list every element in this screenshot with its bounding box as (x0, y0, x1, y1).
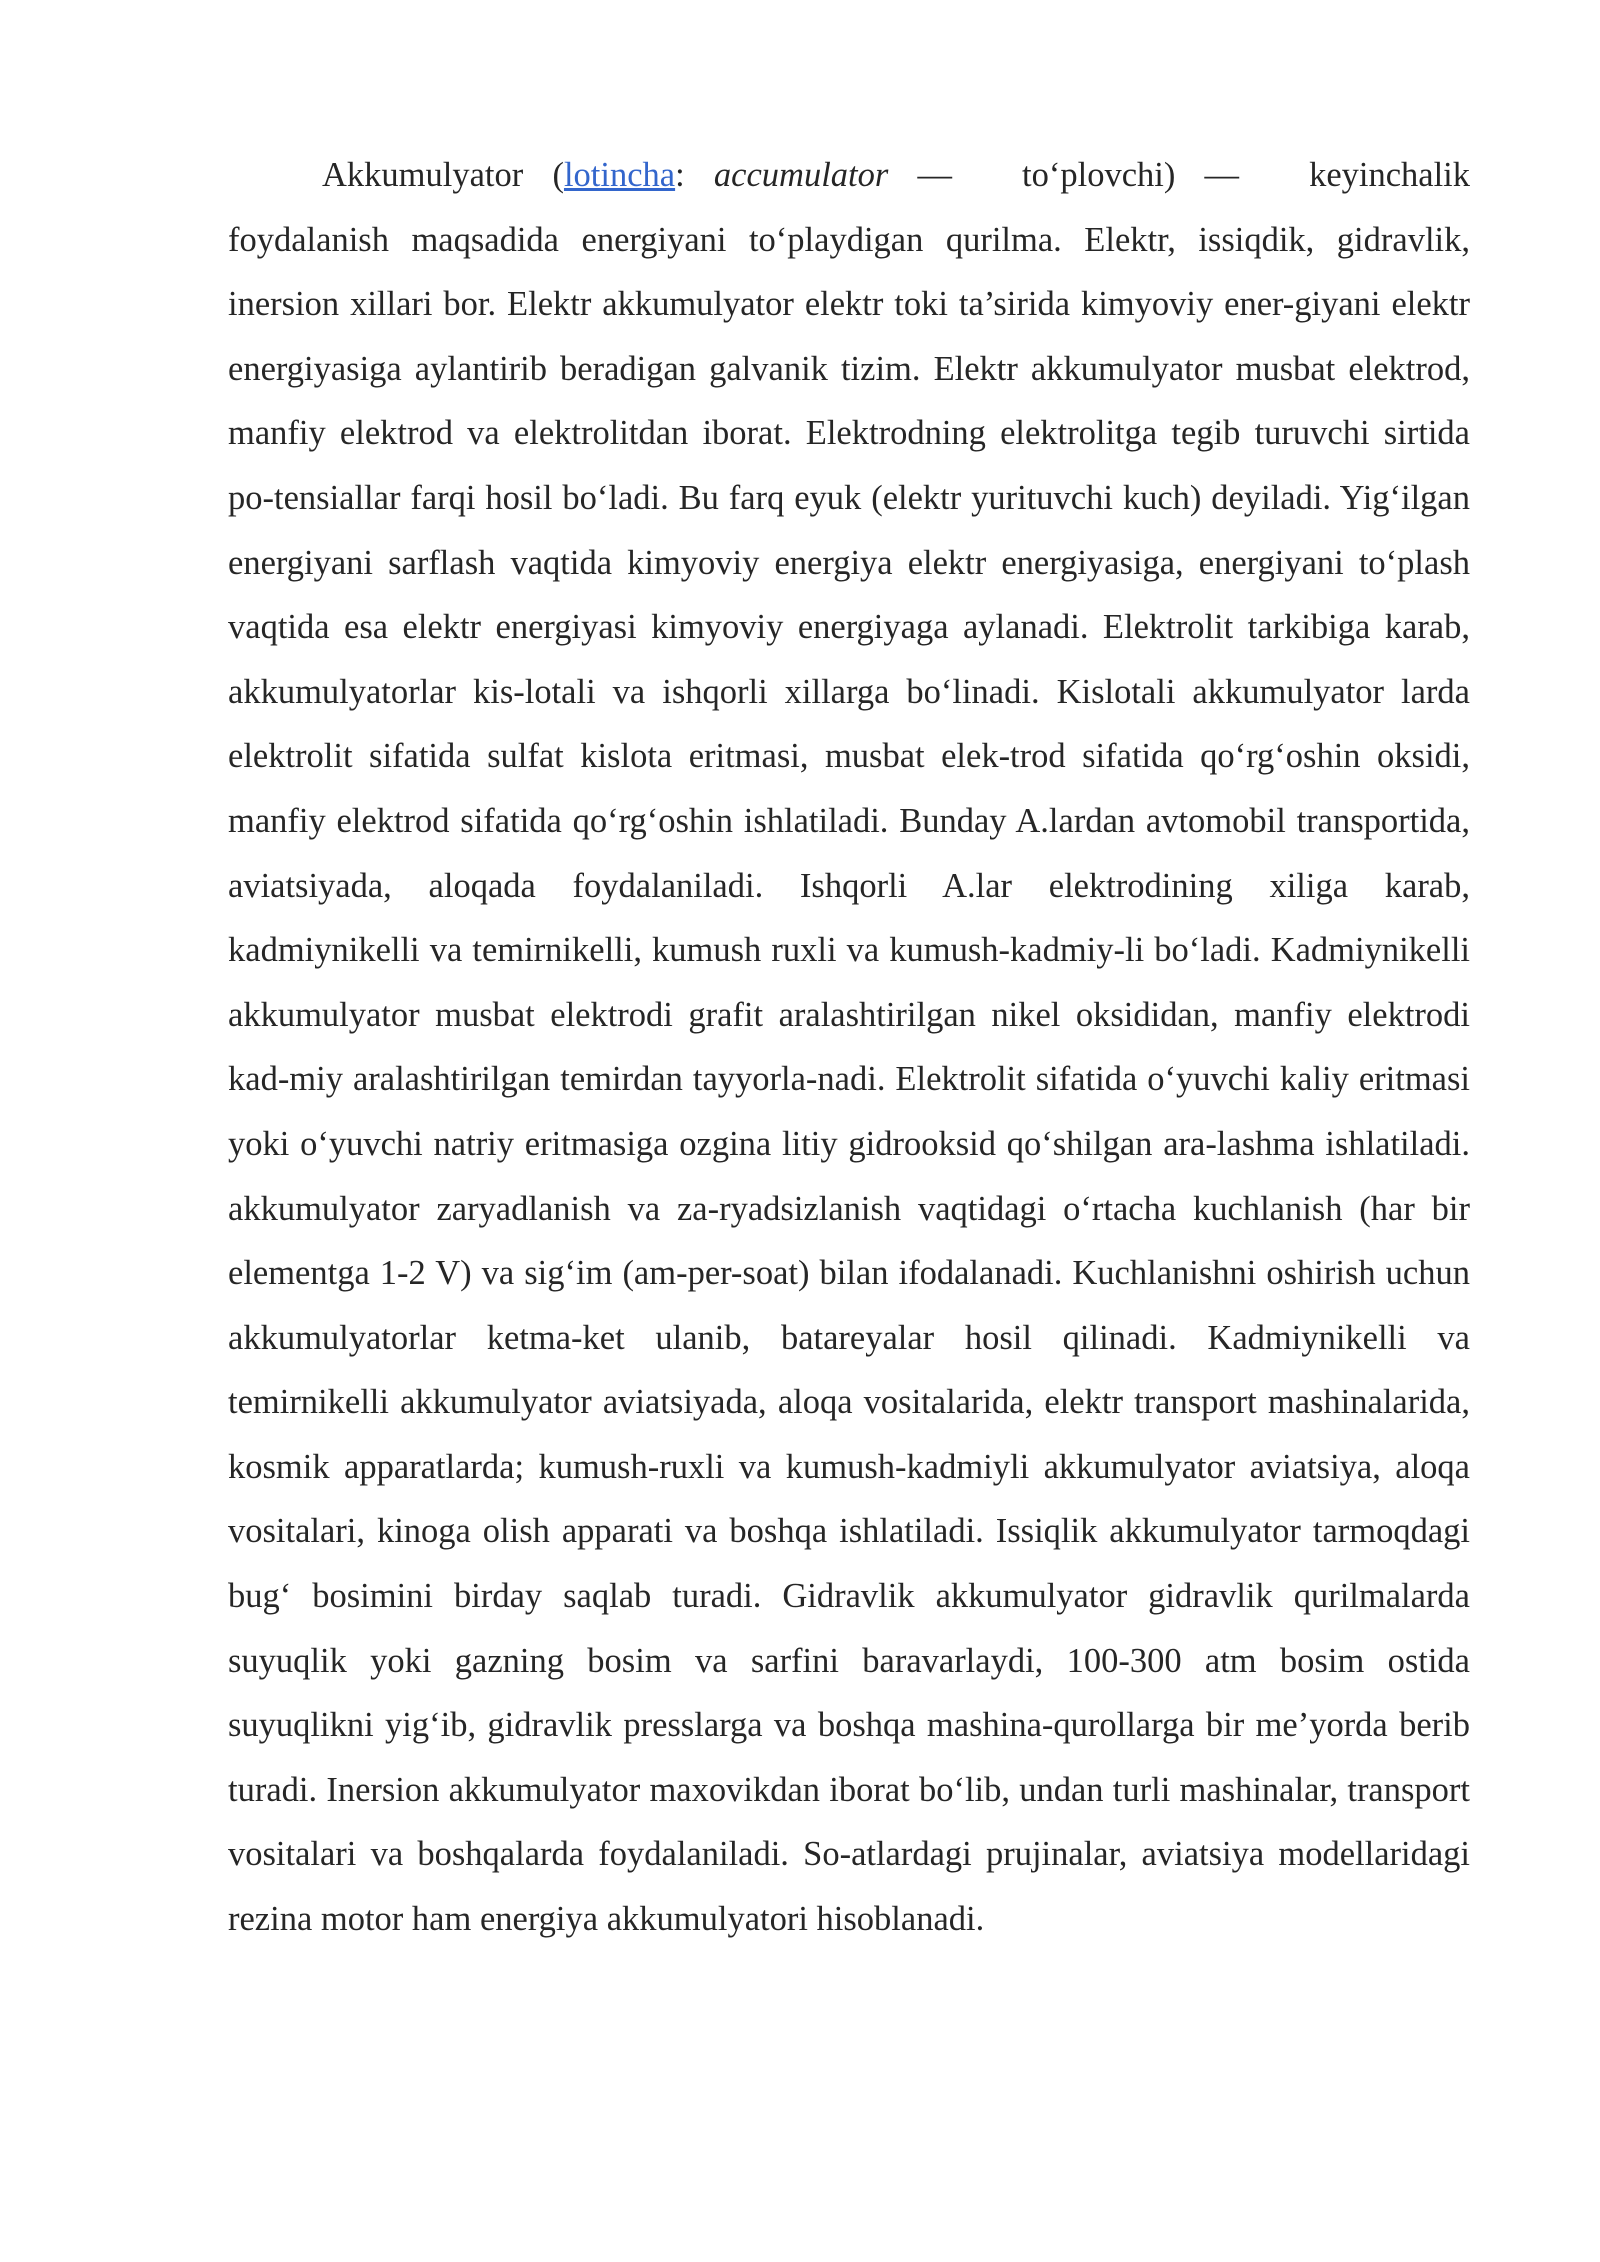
latin-term: accumulator (713, 156, 889, 194)
after-dash-word: keyinchalik (1309, 156, 1471, 194)
dash-1: — (888, 156, 953, 194)
translation: to‘plovchi) (1022, 156, 1176, 194)
paren-open: ( (523, 156, 564, 194)
term-akkumulyator: Akkumulyator (322, 156, 524, 194)
paragraph-body: foydalanish maqsadida energiyani to‘playdigan qurilma. Elektr, issiqdik, gidravlik, inersion xillari bor. Elektr akkumulyator elektr toki ta’sirida kimyoviy ener-giyani elektr energiyasiga aylantirib beradigan galvanik tizim. Elektr akkumulyator musbat elektrod, manfiy elektrod va elektrolitdan iborat. Elektrodning elektrolitga tegib turuvchi sirtida po-tensiallar farqi hosil bo‘ladi. Bu farq eyuk (elektr yurituvchi kuch) deyiladi. Yig‘ilgan energiyani sarflash vaqtida kimyoviy energiya elektr energiyasiga, energiyani to‘plash vaqtida esa elektr energiyasi kimyoviy energiyaga aylanadi. Elektrolit tarkibiga karab, akkumulyatorlar kis-lotali va ishqorli xillarga bo‘linadi. Kislotali akkumulyator larda elektrolit sifatida sulfat kislota eritmasi, musbat elek-trod sifatida qo‘rg‘oshin oksidi, manfiy elektrod sifatida qo‘rg‘oshin ishlatiladi. Bunday A.lardan avtomobil transportida, aviatsiyada, aloqada foydalaniladi. Ishqorli A.lar elektrodining xiliga karab, kadmiynikelli va temirnikelli, kumush ruxli va kumush-kadmiy-li bo‘ladi. Kadmiynikelli akkumulyator musbat elektrodi grafit aralashtirilgan nikel oksididan, manfiy elektrodi kad-miy aralashtirilgan temirdan tayyorla-nadi. Elektrolit sifatida o‘yuvchi kaliy eritmasi yoki o‘yuvchi natriy eritmasiga ozgina litiy gidrooksid qo‘shilgan ara-lashma ishlatiladi. akkumulyator zaryadlanish va za-ryadsizlanish vaqtidagi o‘rtacha kuchlanish (har bir elementga 1-2 V) va sig‘im (am-per-soat) bilan ifodalanadi. Kuchlanishni oshirish uchun akkumulyatorlar ketma-ket ulanib, batareyalar hosil qilinadi. Kadmiynikelli va temirnikelli akkumulyator aviatsiyada, aloqa vositalarida, elektr transport mashinalarida, kosmik apparatlarda; kumush-ruxli va kumush-kadmiyli akkumulyator aviatsiya, aloqa vositalari, kinoga olish apparati va boshqa ishlatiladi. Issiqlik akkumulyator tarmoqdagi bug‘ bosimini birday saqlab turadi. Gidravlik akkumulyator gidravlik qurilmalarda suyuqlik yoki gazning bosim va sarfini baravarlaydi, 100-300 atm bosim ostida suyuqlikni yig‘ib, gidravlik presslarga va boshqa mashina-qurollarga bir me’yorda berib turadi. Inersion akkumulyator maxovikdan iborat bo‘lib, undan turli mashinalar, transport vositalari va boshqalarda foydalaniladi. So-atlardagi prujinalar, aviatsiya modellaridagi rezina motor ham energiya akkumulyatori hisoblanadi. (228, 220, 1470, 1939)
lotincha-link[interactable]: lotincha (563, 156, 676, 194)
article-paragraph (228, 143, 1470, 1952)
dash-2: — (1175, 156, 1240, 194)
colon: : (675, 156, 714, 194)
